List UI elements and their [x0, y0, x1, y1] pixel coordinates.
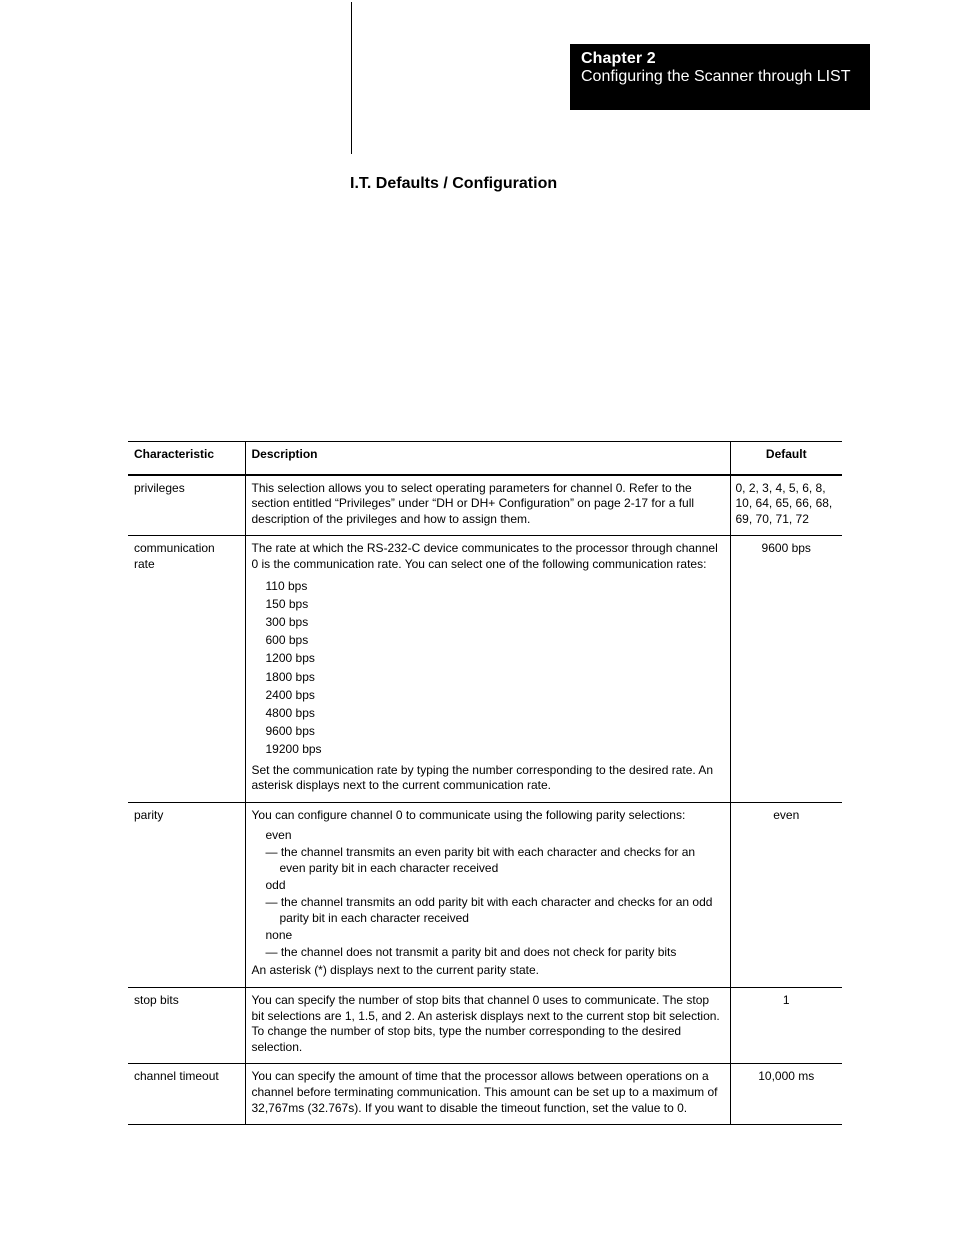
description-cell: You can specify the number of stop bits that channel 0 uses to communicate. The stop bit selections are 1, 1.5, and 2. An asterisk displays next to the current stop bit selection. To change the number of stop bits, type the number corresponding to the desired selection.: [245, 987, 730, 1063]
list-item: 300 bps: [265, 614, 309, 629]
description-cell: You can specify the amount of time that the processor allows between operations on a channel before terminating communication. This amount can be set up to a maximum of 32,767ms (32.767s). If you want to disable the timeout function, set the value to 0.: [245, 1064, 730, 1125]
description-cell: [245, 536, 730, 802]
description-intro: The rate at which the RS-232-C device communicates to the processor through channel 0 is the communication rate. You can select one of the following communication rates:: [251, 541, 718, 571]
list-item: 4800 bps: [265, 705, 315, 720]
characteristic-cell: channel timeout: [128, 1064, 245, 1125]
default-cell: even: [730, 802, 842, 987]
description-outro: Set the communication rate by typing the number corresponding to the desired rate. An asterisk displays next to the current communication rate.: [251, 762, 714, 793]
list-item: 19200 bps: [265, 742, 322, 757]
list-item: 600 bps: [265, 633, 309, 648]
characteristic-cell: parity: [128, 802, 245, 987]
parity-option-desc: — the channel transmits an odd parity bit with each character and checks for an odd parity bit in each character received: [265, 895, 713, 926]
default-cell: 9600 bps: [730, 536, 842, 802]
default-cell: 10,000 ms: [730, 1064, 842, 1125]
table-row-channel-timeout: [128, 1064, 842, 1125]
section-heading: I.T. Defaults / Configuration: [350, 175, 558, 192]
description-outro: An asterisk (*) displays next to the current parity state.: [251, 963, 539, 978]
column-header-characteristic: Characteristic: [128, 442, 245, 475]
default-cell: 0, 2, 3, 4, 5, 6, 8, 10, 64, 65, 66, 68, 69, 70, 71, 72: [730, 475, 842, 536]
column-header-description: Description: [245, 442, 730, 475]
parity-option-desc: — the channel does not transmit a parity bit and does not check for parity bits: [265, 945, 677, 960]
parity-option-name: odd: [265, 878, 286, 893]
list-item: 1800 bps: [265, 669, 315, 684]
description-cell: [245, 802, 730, 987]
parity-option-name: none: [265, 928, 293, 943]
characteristic-cell: privileges: [128, 475, 245, 536]
chapter-title: Configuring the Scanner through LIST: [581, 68, 851, 85]
rate-list: [266, 577, 724, 759]
default-cell: 1: [730, 987, 842, 1063]
table-header-row: [128, 442, 842, 475]
list-item: 2400 bps: [265, 687, 315, 702]
description-intro: You can configure channel 0 to communicate using the following parity selections:: [251, 807, 686, 822]
parity-option-desc: — the channel transmits an even parity bit with each character and checks for an even parity bit in each character received: [265, 845, 696, 876]
table-row-stop-bits: [128, 987, 842, 1063]
parity-options: [266, 826, 724, 960]
parity-option-name: even: [265, 828, 292, 843]
table-row-privileges: [128, 475, 842, 536]
list-item: 150 bps: [265, 596, 309, 611]
column-header-default: Default: [730, 442, 842, 475]
chapter-header: [570, 44, 870, 110]
margin-rule: [351, 2, 352, 154]
characteristic-cell: communication rate: [128, 536, 245, 802]
list-item: 1200 bps: [265, 651, 315, 666]
chapter-label: Chapter 2: [581, 50, 656, 67]
table-row-communication-rate: [128, 536, 842, 802]
configuration-table: [128, 441, 842, 1125]
table-row-parity: [128, 802, 842, 987]
list-item: 9600 bps: [265, 724, 315, 739]
description-cell: This selection allows you to select operating parameters for channel 0. Refer to the section entitled “Privileges” under “DH or DH+ Configuration” on page 2-17 for a full description of the privileges and how to assign them.: [245, 475, 730, 536]
list-item: 110 bps: [265, 578, 308, 593]
characteristic-cell: stop bits: [128, 987, 245, 1063]
